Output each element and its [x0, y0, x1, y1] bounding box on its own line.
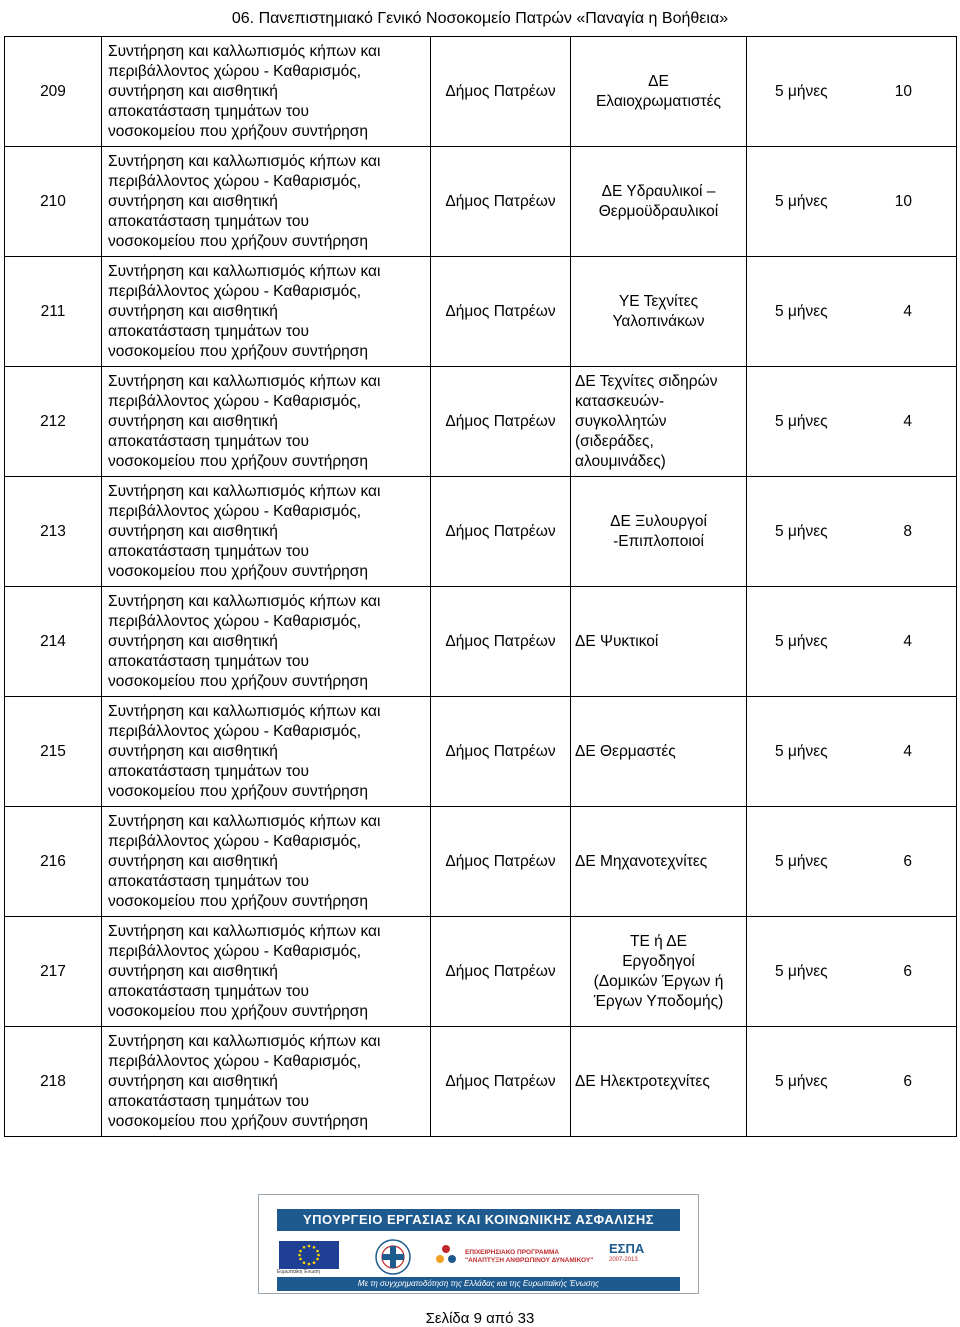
- specialty-line: ΔΕ Θερμαστές: [575, 742, 676, 760]
- specialty: [571, 807, 747, 917]
- position-count: 10: [894, 82, 912, 100]
- espa-years: 2007-2013: [609, 1257, 638, 1263]
- job-description: [102, 37, 431, 147]
- municipality: Δήμος Πατρέων: [431, 1027, 571, 1137]
- description-line: περιβάλλοντος χώρου - Καθαρισμός,: [108, 942, 362, 960]
- description-line: αποκατάσταση τμημάτων του: [108, 982, 309, 1000]
- specialty-line: αλουμινάδες): [575, 452, 666, 470]
- espa-logo-banner: [258, 1194, 699, 1294]
- municipality: Δήμος Πατρέων: [431, 477, 571, 587]
- duration: 5 μήνες: [775, 522, 828, 540]
- specialty: [571, 477, 747, 587]
- specialty-line: κατασκευών-: [575, 392, 665, 410]
- description-line: περιβάλλοντος χώρου - Καθαρισμός,: [108, 1052, 362, 1070]
- municipality: Δήμος Πατρέων: [431, 587, 571, 697]
- description-line: αποκατάσταση τμημάτων του: [108, 432, 309, 450]
- description-line: αποκατάσταση τμημάτων του: [108, 872, 309, 890]
- description-line: συντήρηση και αισθητική: [108, 742, 278, 760]
- description-line: αποκατάσταση τμημάτων του: [108, 322, 309, 340]
- table-row: [5, 367, 957, 477]
- job-description: [102, 697, 431, 807]
- ministry-banner: ΥΠΟΥΡΓΕΙΟ ΕΡΓΑΣΙΑΣ ΚΑΙ ΚΟΙΝΩΝΙΚΗΣ ΑΣΦΑΛΙΣΗΣ: [277, 1209, 680, 1231]
- duration: 5 μήνες: [775, 852, 828, 870]
- description-line: περιβάλλοντος χώρου - Καθαρισμός,: [108, 832, 362, 850]
- description-line: συντήρηση και αισθητική: [108, 302, 278, 320]
- specialty-line: Εργοδηγοί: [622, 952, 695, 970]
- description-line: συντήρηση και αισθητική: [108, 962, 278, 980]
- description-line: περιβάλλοντος χώρου - Καθαρισμός,: [108, 282, 362, 300]
- job-description: [102, 367, 431, 477]
- jobs-table: [4, 36, 957, 1137]
- description-line: περιβάλλοντος χώρου - Καθαρισμός,: [108, 722, 362, 740]
- duration: 5 μήνες: [775, 412, 828, 430]
- greek-emblem-icon: [373, 1237, 413, 1277]
- description-line: Συντήρηση και καλλωπισμός κήπων και: [108, 922, 381, 940]
- municipality: Δήμος Πατρέων: [431, 367, 571, 477]
- espa-logo-text: ΕΣΠΑ: [609, 1241, 645, 1256]
- description-line: νοσοκομείου που χρήζουν συντήρηση: [108, 1112, 368, 1130]
- table-row: [5, 257, 957, 367]
- description-line: συντήρηση και αισθητική: [108, 82, 278, 100]
- municipality: Δήμος Πατρέων: [431, 147, 571, 257]
- description-line: συντήρηση και αισθητική: [108, 412, 278, 430]
- description-line: συντήρηση και αισθητική: [108, 632, 278, 650]
- specialty-line: (σιδεράδες,: [575, 432, 654, 450]
- duration-count-cell: [747, 1027, 957, 1137]
- program-title: ΕΠΙΧΕΙΡΗΣΙΑΚΟ ΠΡΟΓΡΑΜΜΑ "ΑΝΑΠΤΥΞΗ ΑΝΘΡΩΠΙΝΟΥ ΔΥΝΑΜΙΚΟΥ": [465, 1249, 594, 1264]
- page-header: 06. Πανεπιστημιακό Γενικό Νοσοκομείο Πατρών «Παναγία η Βοήθεια»: [231, 10, 729, 27]
- specialty: [571, 37, 747, 147]
- description-line: Συντήρηση και καλλωπισμός κήπων και: [108, 702, 381, 720]
- description-line: αποκατάσταση τμημάτων του: [108, 1092, 309, 1110]
- position-count: 8: [903, 522, 912, 540]
- row-number: 215: [5, 697, 102, 807]
- row-number: 217: [5, 917, 102, 1027]
- description-line: περιβάλλοντος χώρου - Καθαρισμός,: [108, 62, 362, 80]
- specialty-line: (Δομικών Έργων ή: [593, 972, 724, 990]
- job-description: [102, 1027, 431, 1137]
- description-line: νοσοκομείου που χρήζουν συντήρηση: [108, 562, 368, 580]
- description-line: Συντήρηση και καλλωπισμός κήπων και: [108, 372, 381, 390]
- position-count: 6: [903, 1072, 912, 1090]
- specialty-line: ΔΕ Ξυλουργοί: [610, 512, 707, 530]
- table-row: [5, 477, 957, 587]
- row-number: 210: [5, 147, 102, 257]
- description-line: Συντήρηση και καλλωπισμός κήπων και: [108, 152, 381, 170]
- table-row: [5, 807, 957, 917]
- specialty: [571, 147, 747, 257]
- description-line: νοσοκομείου που χρήζουν συντήρηση: [108, 892, 368, 910]
- job-description: [102, 477, 431, 587]
- specialty-line: ΔΕ Ψυκτικοί: [575, 632, 659, 650]
- duration: 5 μήνες: [775, 1072, 828, 1090]
- duration: 5 μήνες: [775, 742, 828, 760]
- description-line: αποκατάσταση τμημάτων του: [108, 102, 309, 120]
- job-description: [102, 147, 431, 257]
- job-description: [102, 257, 431, 367]
- cofunding-note: Με τη συγχρηματοδότηση της Ελλάδας και της Ευρωπαϊκής Ένωσης: [277, 1277, 680, 1291]
- duration-count-cell: [747, 697, 957, 807]
- description-line: Συντήρηση και καλλωπισμός κήπων και: [108, 262, 381, 280]
- table-row: [5, 147, 957, 257]
- specialty-line: Έργων Υποδομής): [593, 992, 724, 1010]
- position-count: 4: [903, 632, 912, 650]
- page-number: Σελίδα 9 από 33: [425, 1310, 535, 1327]
- municipality: Δήμος Πατρέων: [431, 917, 571, 1027]
- row-number: 214: [5, 587, 102, 697]
- duration: 5 μήνες: [775, 962, 828, 980]
- specialty-line: ΔΕ Ηλεκτροτεχνίτες: [575, 1072, 710, 1090]
- specialty: [571, 257, 747, 367]
- position-count: 6: [903, 852, 912, 870]
- position-count: 6: [903, 962, 912, 980]
- duration-count-cell: [747, 917, 957, 1027]
- specialty: [571, 697, 747, 807]
- row-number: 213: [5, 477, 102, 587]
- description-line: συντήρηση και αισθητική: [108, 1072, 278, 1090]
- table-row: [5, 1027, 957, 1137]
- position-count: 10: [894, 192, 912, 210]
- table-row: [5, 917, 957, 1027]
- description-line: Συντήρηση και καλλωπισμός κήπων και: [108, 42, 381, 60]
- description-line: νοσοκομείου που χρήζουν συντήρηση: [108, 452, 368, 470]
- specialty-line: ΔΕ Μηχανοτεχνίτες: [575, 852, 708, 870]
- description-line: νοσοκομείου που χρήζουν συντήρηση: [108, 782, 368, 800]
- description-line: περιβάλλοντος χώρου - Καθαρισμός,: [108, 392, 362, 410]
- specialty: [571, 917, 747, 1027]
- specialty-line: ΤΕ ή ΔΕ: [630, 932, 687, 950]
- job-description: [102, 807, 431, 917]
- municipality: Δήμος Πατρέων: [431, 257, 571, 367]
- duration-count-cell: [747, 147, 957, 257]
- table-row: [5, 697, 957, 807]
- specialty-line: Ελαιοχρωματιστές: [595, 92, 722, 110]
- municipality: Δήμος Πατρέων: [431, 37, 571, 147]
- description-line: αποκατάσταση τμημάτων του: [108, 212, 309, 230]
- row-number: 211: [5, 257, 102, 367]
- specialty: [571, 1027, 747, 1137]
- table-row: [5, 37, 957, 147]
- eu-flag-icon: [279, 1241, 339, 1269]
- specialty-line: Θερμοϋδραυλικοί: [598, 202, 719, 220]
- duration: 5 μήνες: [775, 192, 828, 210]
- duration-count-cell: [747, 257, 957, 367]
- description-line: νοσοκομείου που χρήζουν συντήρηση: [108, 232, 368, 250]
- description-line: περιβάλλοντος χώρου - Καθαρισμός,: [108, 502, 362, 520]
- row-number: 209: [5, 37, 102, 147]
- description-line: αποκατάσταση τμημάτων του: [108, 652, 309, 670]
- specialty-line: συγκολλητών: [575, 412, 667, 430]
- description-line: περιβάλλοντος χώρου - Καθαρισμός,: [108, 612, 362, 630]
- row-number: 218: [5, 1027, 102, 1137]
- description-line: συντήρηση και αισθητική: [108, 852, 278, 870]
- row-number: 216: [5, 807, 102, 917]
- duration: 5 μήνες: [775, 632, 828, 650]
- duration-count-cell: [747, 807, 957, 917]
- position-count: 4: [903, 412, 912, 430]
- description-line: συντήρηση και αισθητική: [108, 522, 278, 540]
- position-count: 4: [903, 742, 912, 760]
- duration-count-cell: [747, 367, 957, 477]
- duration: 5 μήνες: [775, 302, 828, 320]
- description-line: Συντήρηση και καλλωπισμός κήπων και: [108, 592, 381, 610]
- description-line: περιβάλλοντος χώρου - Καθαρισμός,: [108, 172, 362, 190]
- eu-label: Ευρωπαϊκή Ένωση: [277, 1269, 320, 1275]
- table-row: [5, 587, 957, 697]
- description-line: αποκατάσταση τμημάτων του: [108, 542, 309, 560]
- description-line: νοσοκομείου που χρήζουν συντήρηση: [108, 122, 368, 140]
- description-line: νοσοκομείου που χρήζουν συντήρηση: [108, 342, 368, 360]
- specialty-line: ΔΕ Τεχνίτες σιδηρών: [575, 372, 718, 390]
- duration-count-cell: [747, 587, 957, 697]
- description-line: νοσοκομείου που χρήζουν συντήρηση: [108, 672, 368, 690]
- description-line: Συντήρηση και καλλωπισμός κήπων και: [108, 812, 381, 830]
- program-logo-icon: [433, 1241, 459, 1269]
- specialty-line: -Επιπλοποιοί: [613, 532, 704, 550]
- position-count: 4: [903, 302, 912, 320]
- specialty: [571, 367, 747, 477]
- specialty-line: Υαλοπινάκων: [612, 312, 705, 330]
- municipality: Δήμος Πατρέων: [431, 697, 571, 807]
- job-description: [102, 917, 431, 1027]
- description-line: αποκατάσταση τμημάτων του: [108, 762, 309, 780]
- duration-count-cell: [747, 37, 957, 147]
- specialty: [571, 587, 747, 697]
- description-line: Συντήρηση και καλλωπισμός κήπων και: [108, 482, 381, 500]
- description-line: νοσοκομείου που χρήζουν συντήρηση: [108, 1002, 368, 1020]
- specialty-line: ΥΕ Τεχνίτες: [618, 292, 699, 310]
- duration: 5 μήνες: [775, 82, 828, 100]
- description-line: Συντήρηση και καλλωπισμός κήπων και: [108, 1032, 381, 1050]
- job-description: [102, 587, 431, 697]
- specialty-line: ΔΕ Υδραυλικοί –: [601, 182, 716, 200]
- row-number: 212: [5, 367, 102, 477]
- duration-count-cell: [747, 477, 957, 587]
- specialty-line: ΔΕ: [648, 72, 669, 90]
- description-line: συντήρηση και αισθητική: [108, 192, 278, 210]
- municipality: Δήμος Πατρέων: [431, 807, 571, 917]
